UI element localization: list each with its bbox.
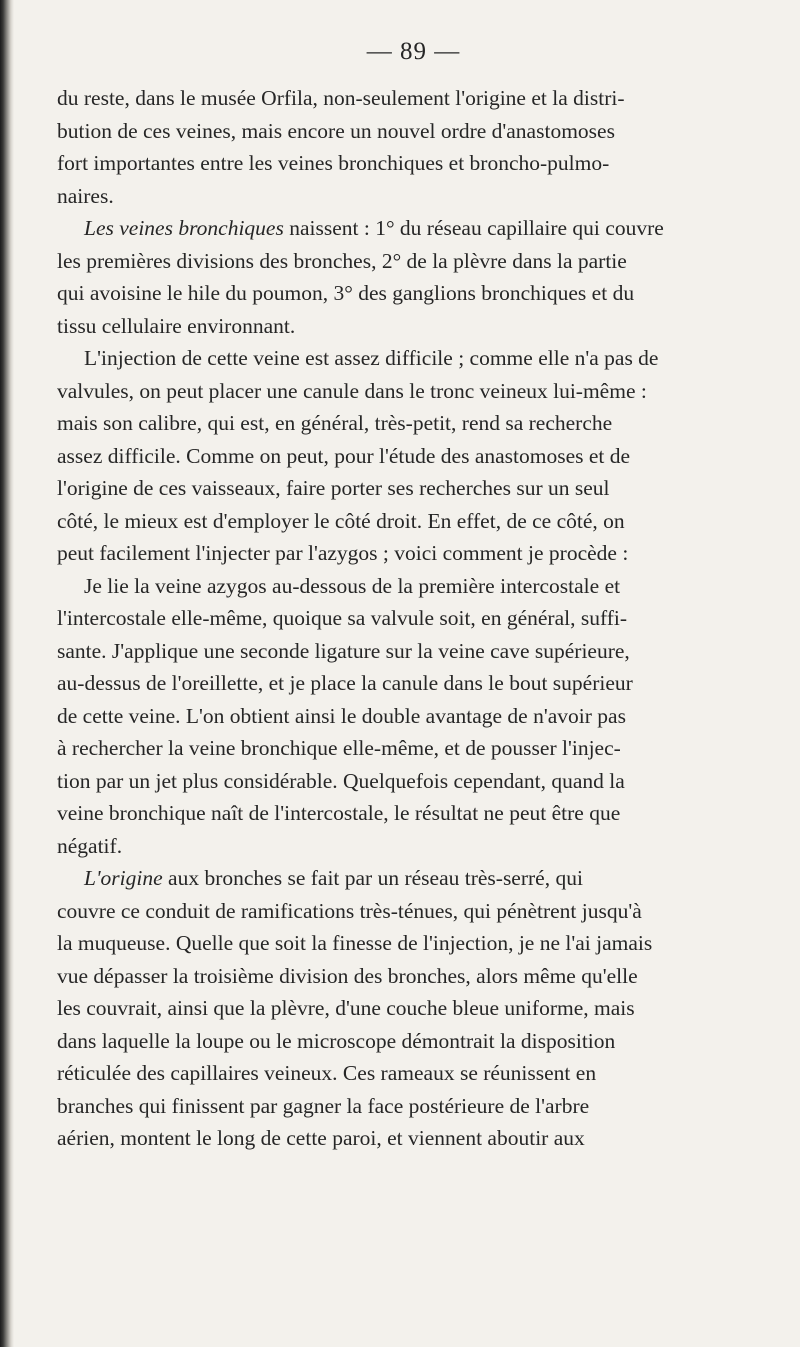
text-line: valvules, on peut placer une canule dans le tronc veineux lui-même : [57, 378, 647, 403]
text-line: assez difficile. Comme on peut, pour l'étude des anastomoses et de [57, 443, 631, 468]
text-line: négatif. [57, 833, 123, 858]
paragraph [57, 862, 762, 1155]
emphasized-term: Les veines bronchiques [84, 216, 284, 240]
body-text [57, 82, 762, 1155]
paragraph [57, 342, 762, 570]
text-line: fort importantes entre les veines bronchiques et broncho-pulmo- [57, 151, 610, 175]
text-line: naires. [57, 183, 114, 208]
emphasized-term: L'origine [84, 866, 163, 890]
page-binding-edge [0, 0, 14, 1347]
paragraph [57, 212, 762, 342]
text-line: qui avoisine le hile du poumon, 3° des ganglions bronchiques et du [57, 281, 635, 305]
line-text: aux bronches se fait par un réseau très-serré, qui [162, 866, 583, 890]
text-line: sante. J'applique une seconde ligature sur la veine cave supérieure, [57, 638, 630, 663]
text-line: du reste, dans le musée Orfila, non-seulement l'origine et la distri- [57, 86, 625, 110]
text-line: aérien, montent le long de cette paroi, et viennent aboutir aux [57, 1126, 585, 1150]
text-line: peut facilement l'injecter par l'azygos ; voici comment je procède : [57, 541, 629, 565]
paragraph [57, 82, 762, 212]
text-line: de cette veine. L'on obtient ainsi le double avantage de n'avoir pas [57, 703, 626, 728]
text-line: tissu cellulaire environnant. [57, 313, 296, 338]
text-line: réticulée des capillaires veineux. Ces rameaux se réunissent en [57, 1061, 597, 1085]
text-line: à rechercher la veine bronchique elle-même, et de pousser l'injec- [57, 736, 621, 760]
text-line: les premières divisions des bronches, 2° de la plèvre dans la partie [57, 248, 627, 273]
text-line: côté, le mieux est d'employer le côté droit. En effet, de ce côté, on [57, 508, 625, 533]
text-line: tion par un jet plus considérable. Quelquefois cependant, quand la [57, 768, 625, 793]
text-line: au-dessus de l'oreillette, et je place la canule dans le bout supérieur [57, 671, 633, 695]
page-number: — 89 — [366, 38, 461, 65]
text-line [57, 862, 762, 895]
text-line: Je lie la veine azygos au-dessous de la première intercostale et [84, 573, 621, 598]
text-line [57, 212, 762, 245]
text-line: dans laquelle la loupe ou le microscope démontrait la disposition [57, 1028, 616, 1053]
line-text: naissent : 1° du réseau capillaire qui couvre [283, 216, 664, 240]
text-line: L'injection de cette veine est assez difficile ; comme elle n'a pas de [84, 346, 659, 370]
text-line: l'intercostale elle-même, quoique sa valvule soit, en général, suffi- [57, 606, 628, 630]
text-line: les couvrait, ainsi que la plèvre, d'une couche bleue uniforme, mais [57, 996, 635, 1020]
text-line: mais son calibre, qui est, en général, très-petit, rend sa recherche [57, 411, 613, 435]
text-line: vue dépasser la troisième division des bronches, alors même qu'elle [57, 963, 638, 988]
text-line: veine bronchique naît de l'intercostale, le résultat ne peut être que [57, 801, 621, 825]
text-line: branches qui finissent par gagner la face postérieure de l'arbre [57, 1093, 590, 1118]
text-line: couvre ce conduit de ramifications très-ténues, qui pénètrent jusqu'à [57, 898, 642, 923]
text-line: la muqueuse. Quelle que soit la finesse de l'injection, je ne l'ai jamais [57, 931, 653, 955]
book-page [57, 38, 762, 1155]
paragraph [57, 570, 762, 863]
text-line: bution de ces veines, mais encore un nouvel ordre d'anastomoses [57, 118, 615, 143]
text-line: l'origine de ces vaisseaux, faire porter ses recherches sur un seul [57, 476, 610, 500]
